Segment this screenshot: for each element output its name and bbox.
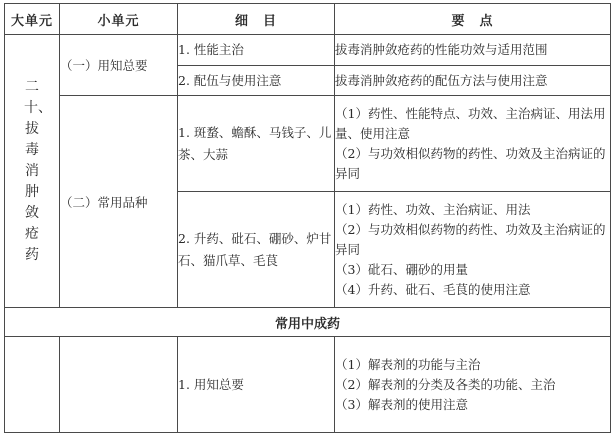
item-cell: 1. 斑蝥、蟾酥、马钱子、儿茶、大蒜 <box>178 96 335 192</box>
syllabus-table <box>4 3 611 433</box>
sub-unit-cell <box>60 337 178 433</box>
point-line: （1）解表剂的功能与主治 <box>335 356 481 372</box>
point-line: （2）与功效相似药物的药性、功效及主治病证的异同 <box>335 221 606 257</box>
table-row <box>5 337 611 433</box>
section-title: 常用中成药 <box>5 308 611 337</box>
point-line: （4）升药、砒石、毛茛的使用注意 <box>335 281 531 297</box>
big-unit-cell <box>5 337 60 433</box>
sub-unit-cell: （二）常用品种 <box>60 96 178 308</box>
big-unit-cell <box>5 35 60 308</box>
header-row <box>5 4 611 35</box>
big-unit-label: 二十、拔毒消肿敛疮药 <box>24 78 52 263</box>
point-line: 拔毒消肿敛疮药的配伍方法与使用注意 <box>335 72 548 88</box>
points-cell <box>335 192 611 308</box>
item-cell: 1. 用知总要 <box>178 337 335 433</box>
section-row <box>5 308 611 337</box>
header-item: 细 目 <box>178 4 335 35</box>
header-big-unit: 大单元 <box>5 4 60 35</box>
item-cell: 2. 配伍与使用注意 <box>178 66 335 96</box>
points-cell <box>335 66 611 96</box>
points-cell <box>335 96 611 192</box>
points-cell <box>335 337 611 433</box>
point-line: （3）解表剂的使用注意 <box>335 396 468 412</box>
header-small-unit: 小单元 <box>60 4 178 35</box>
point-line: （3）砒石、硼砂的用量 <box>335 261 468 277</box>
point-line: （2）与功效相似药物的药性、功效及主治病证的异同 <box>335 145 606 181</box>
sub-unit-cell: （一）用知总要 <box>60 35 178 96</box>
item-cell: 1. 性能主治 <box>178 35 335 66</box>
point-line: （1）药性、功效、主治病证、用法 <box>335 201 531 217</box>
point-line: 拔毒消肿敛疮药的性能功效与适用范围 <box>335 42 548 57</box>
point-line: （1）药性、性能特点、功效、主治病证、用法用量、使用注意 <box>335 105 606 141</box>
item-cell: 2. 升药、砒石、硼砂、炉甘石、猫爪草、毛茛 <box>178 192 335 308</box>
table-row <box>5 35 611 66</box>
points-cell <box>335 35 611 66</box>
table-row <box>5 96 611 192</box>
header-points: 要 点 <box>335 4 611 35</box>
point-line: （2）解表剂的分类及各类的功能、主治 <box>335 376 556 392</box>
